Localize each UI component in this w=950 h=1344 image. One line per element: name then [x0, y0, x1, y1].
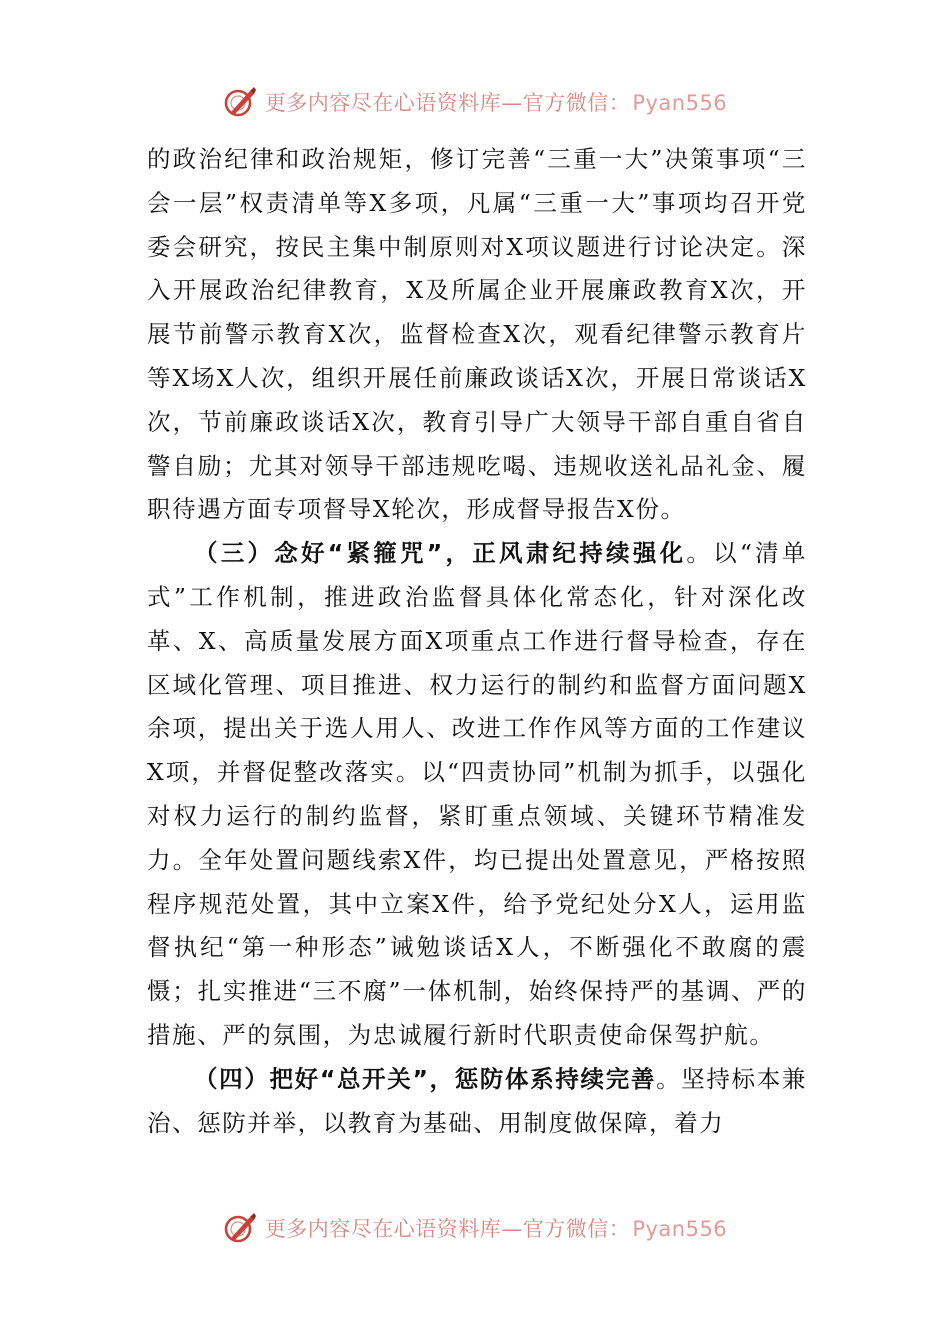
watermark-site: 更多内容尽在心语资料库—官方微信： — [264, 91, 631, 115]
paragraph-section-3 — [147, 532, 807, 1058]
header-watermark — [0, 82, 950, 122]
paragraph-continuation — [147, 138, 807, 532]
paragraph-text: 。坚持标本兼治、惩防并举，以教育为基础、用制度做保障，着力 — [147, 1064, 807, 1137]
paragraph-text: 。以“清单式”工作机制，推进政治监督具体化常态化，针对深化改革、X、高质量发展方面X项重点工作进行督导检查，存在区域化管理、项目推进、权力运行的制约和监督方面问题X余项，提出关于选人用人、改进工作作风等方面的工作建议X项，并督促整改落实。以“四责协同”机制为抓手，以强化对权力运行的制约监督，紧盯重点领域、关键环节精准发力。全年处置问题线索X件，均已提出处置意见，严格按照程序规范处置，其中立案X件，给予党纪处分X人，运用监督执纪“第一种形态”诫勉谈话X人，不断强化不敢腐的震慑；扎实推进“三不腐”一体机制，始终保持严的基调、严的措施、严的氛围，为忠诚履行新时代职责使命保驾护航。 — [147, 539, 807, 1049]
watermark-wechat-id: Pyan556 — [632, 1217, 728, 1241]
paragraph-section-4 — [147, 1058, 807, 1146]
footer-watermark — [0, 1208, 950, 1248]
watermark-text — [265, 87, 727, 117]
watermark-site: 更多内容尽在心语资料库—官方微信： — [264, 1217, 631, 1241]
pen-logo-icon — [223, 1211, 257, 1245]
section-heading: （三）念好“紧箍咒”，正风肃纪持续强化 — [194, 539, 687, 568]
watermark-wechat-id: Pyan556 — [632, 91, 728, 115]
watermark-text — [265, 1213, 727, 1243]
section-heading: （四）把好“总开关”，惩防体系持续完善 — [194, 1064, 657, 1093]
paragraph-text: 的政治纪律和政治规矩，修订完善“三重一大”决策事项“三会一层”权责清单等X多项，凡属“三重一大”事项均召开党委会研究，按民主集中制原则对X项议题进行讨论决定。深入开展政治纪律教育，X及所属企业开展廉政教育X次，开展节前警示教育X次，监督检查X次，观看纪律警示教育片等X场X人次，组织开展任前廉政谈话X次，开展日常谈话X次，节前廉政谈话X次，教育引导广大领导干部自重自省自警自励；尤其对领导干部违规吃喝、违规收送礼品礼金、履职待遇方面专项督导X轮次，形成督导报告X份。 — [147, 145, 807, 524]
pen-logo-icon — [223, 85, 257, 119]
document-body — [147, 138, 807, 1145]
